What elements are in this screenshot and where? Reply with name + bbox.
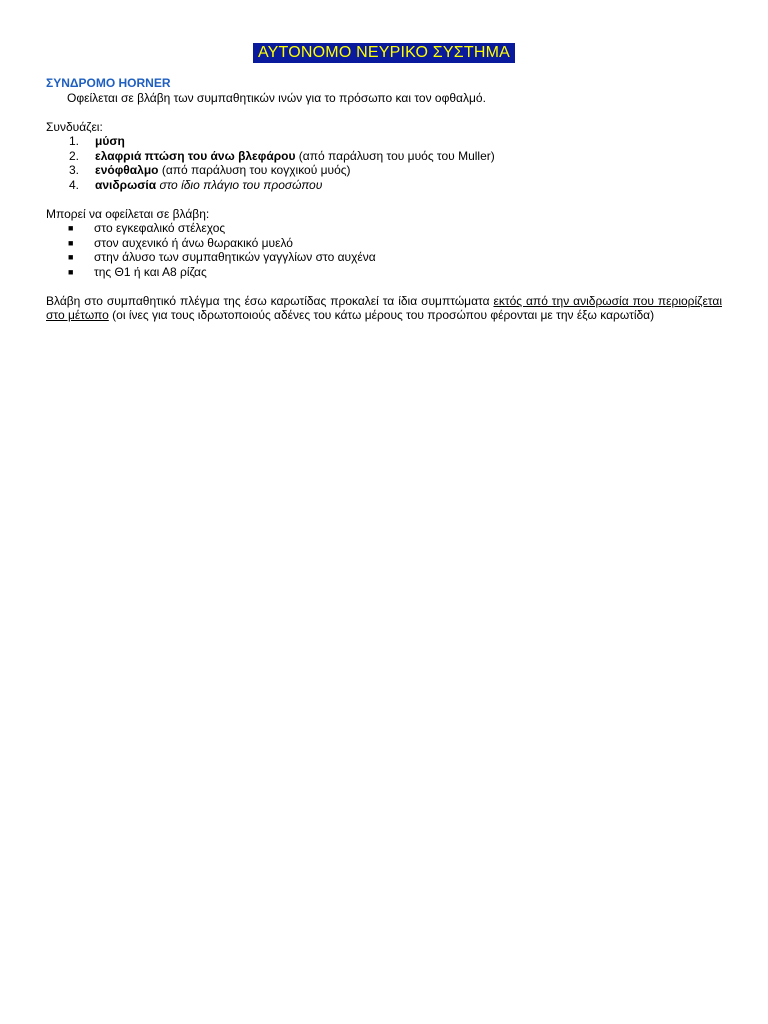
list-number: 3. [69,163,80,177]
symptoms-list [46,134,722,192]
section-heading: ΣΥΝΔΡΟΜΟ HORNER [46,76,171,90]
intro-paragraph: Οφείλεται σε βλάβη των συμπαθητικών ινών για το πρόσωπο και τον οφθαλμό. [67,90,486,105]
bullet-icon: ■ [68,266,74,277]
document-body [46,76,722,323]
list-number: 4. [69,177,80,192]
list-item [46,265,722,280]
combines-label: Συνδυάζει: [46,119,103,134]
closing-text: Βλάβη στο συμπαθητικό πλέγμα της έσω καρωτίδας προκαλεί τα ίδια συμπτώματα [46,293,494,308]
cause-text: στην άλυσο των συμπαθητικών γαγγλίων στο αυχένα [94,250,376,264]
cause-text: της Θ1 ή και Α8 ρίζας [94,264,207,279]
cause-text: στον αυχενικό ή άνω θωρακικό μυελό [94,235,293,250]
list-item [46,134,722,149]
symptom-detail: (από παράλυση του μυός του Muller) [295,148,495,163]
title-wrapper [0,43,768,63]
symptom-italic: στο ίδιο πλάγιο του προσώπου [159,177,323,192]
closing-text-end: (οι ίνες για τους ιδρωτοποιούς αδένες του κάτω μέρους του προσώπου φέρονται με την έξω καρωτίδα) [108,308,655,322]
list-item [46,221,722,236]
list-item [46,236,722,251]
list-item [46,163,722,178]
document-title: ΑΥΤΟΝΟΜΟ ΝΕΥΡΙΚΟ ΣΥΣΤΗΜΑ [253,43,515,63]
list-item [46,178,722,193]
list-number: 1. [69,134,80,148]
symptom-bold: ενόφθαλμο [95,163,159,177]
bullet-icon: ■ [68,252,74,262]
symptom-bold: ανιδρωσία [95,177,157,192]
causes-list [46,221,722,279]
bullet-icon: ■ [68,237,74,248]
cause-text: στο εγκεφαλικό στέλεχος [94,221,226,235]
causes-label: Μπορεί να οφείλεται σε βλάβη: [46,206,210,221]
list-number: 2. [69,148,80,163]
symptom-detail: (από παράλυση του κογχικού μυός) [158,163,351,177]
list-item [46,149,722,164]
symptom-bold: ελαφριά πτώση του άνω βλεφάρου [95,148,296,163]
closing-underlined-text: εκτός από την ανιδρωσία που περιορίζεται στο μέτωπο [46,293,722,322]
list-item [46,250,722,265]
closing-paragraph [46,294,722,323]
symptom-bold: μύση [95,134,125,148]
bullet-icon: ■ [68,223,74,233]
